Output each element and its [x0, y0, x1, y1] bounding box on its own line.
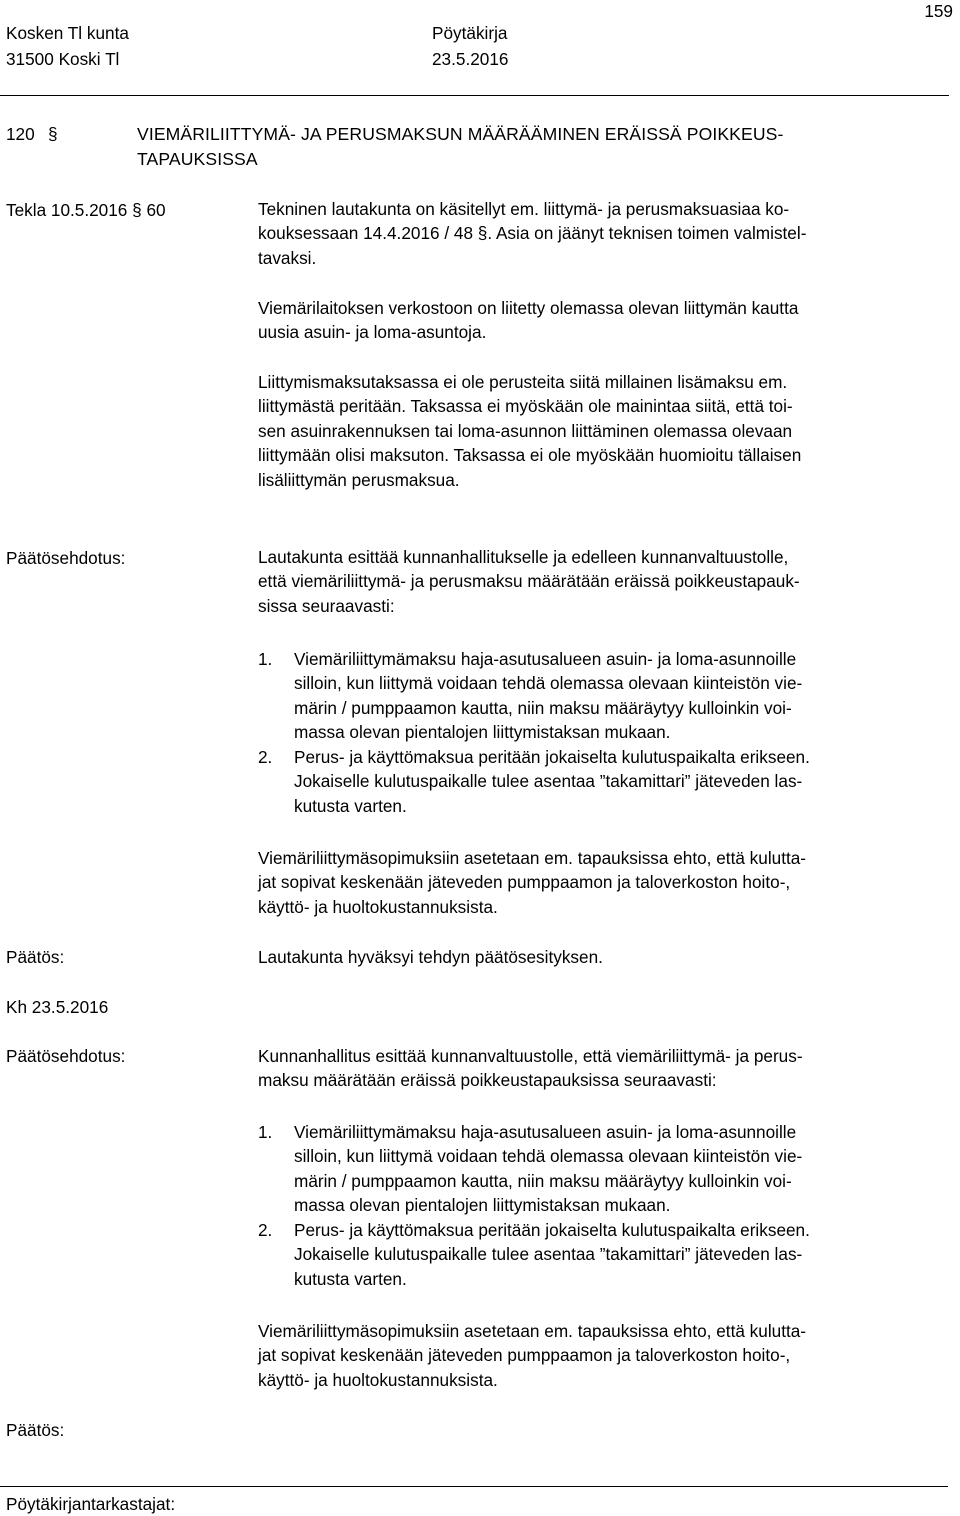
tekla-reference — [6, 200, 166, 221]
tekla-proposal-item-2 — [258, 745, 955, 820]
kh-proposal-label: Päätösehdotus: — [6, 1046, 126, 1066]
tekla-contract-paragraph — [258, 846, 955, 919]
document-type: Pöytäkirja — [432, 23, 508, 43]
text-line: käyttö- ja huoltokustannuksista. — [258, 1369, 498, 1390]
text-line: Liittymismaksutaksassa ei ole perusteita siitä millainen lisämaksu em. — [258, 372, 788, 392]
text-line: sissa seuraavasti: — [258, 595, 395, 616]
text-line: massa olevan pientalojen liittymistaksan mukaan. — [294, 1195, 671, 1216]
header-divider — [0, 95, 949, 96]
text-line: Jokaiselle kulutuspaikalle tulee asentaa ”takamittari” jäteveden las- — [294, 771, 803, 792]
tekla-reference-symbol: § — [132, 200, 142, 220]
text-line: kouksessaan 14.4.2016 / 48 §. Asia on jäänyt teknisen toimen valmistel- — [258, 223, 807, 244]
text-line: jat sopivat keskenään jäteveden pumppaamon ja taloverkoston hoito-, — [258, 872, 791, 893]
kh-reference: Kh 23.5.2016 — [6, 997, 109, 1017]
text-line: kutusta varten. — [294, 795, 407, 816]
list-item-text — [294, 1120, 955, 1218]
list-item-text — [294, 1218, 955, 1291]
list-item-text — [294, 647, 955, 745]
text-line: liittymään olisi maksuton. Taksassa ei ole myöskään huomioitu tällaisen — [258, 445, 802, 466]
text-line: Viemärilaitoksen verkostoon on liitetty olemassa olevan liittymän kautta — [258, 298, 799, 318]
tekla-decision-text: Lautakunta hyväksyi tehdyn päätösesityksen. — [258, 947, 603, 967]
kh-proposal-item-1 — [258, 1120, 955, 1220]
tekla-proposal-item-1 — [258, 647, 955, 747]
list-item-number: 1. — [258, 1122, 273, 1142]
text-line: että viemäriliittymä- ja perusmaksu määrätään eräissä poikkeustapauk- — [258, 571, 800, 592]
tekla-decision-label: Päätös: — [6, 947, 65, 967]
tekla-reference-date: Tekla 10.5.2016 — [6, 200, 128, 220]
list-item-number: 1. — [258, 649, 273, 669]
section-number: 120 — [6, 124, 35, 144]
list-item-number: 2. — [258, 747, 273, 767]
text-line: Viemäriliittymämaksu haja-asutusalueen asuin- ja loma-asunnoille — [294, 1122, 797, 1142]
text-line: Perus- ja käyttömaksua peritään jokaiselta kulutuspaikalta erikseen. — [294, 747, 810, 767]
text-line: maksu määrätään eräissä poikkeustapauksissa seuraavasti: — [258, 1070, 717, 1091]
text-line: tavaksi. — [258, 247, 317, 268]
text-line: märin / pumppaamon kautta, niin maksu määräytyy kulloinkin voi- — [294, 1170, 792, 1191]
text-line: uusia asuin- ja loma-asuntoja. — [258, 322, 487, 343]
text-line: Tekninen lautakunta on käsitellyt em. liittymä- ja perusmaksuasiaa ko- — [258, 199, 790, 219]
text-line: sen asuinrakennuksen tai loma-asunnon liittäminen olemassa olevaan — [258, 420, 793, 441]
text-line: silloin, kun liittymä voidaan tehdä olemassa olevaan kiinteistön vie- — [294, 673, 803, 694]
text-line: Lautakunta esittää kunnanhallitukselle ja edelleen kunnanvaltuustolle, — [258, 547, 789, 567]
document-date: 23.5.2016 — [432, 49, 509, 69]
text-line: kutusta varten. — [294, 1268, 407, 1289]
list-item-number: 2. — [258, 1220, 273, 1240]
text-line: lisäliittymän perusmaksua. — [258, 469, 460, 490]
section-title-line-2: TAPAUKSISSA — [137, 149, 258, 169]
text-line: silloin, kun liittymä voidaan tehdä olemassa olevaan kiinteistön vie- — [294, 1146, 803, 1167]
page-number: 159 — [924, 1, 953, 21]
kh-proposal-item-2 — [258, 1218, 955, 1293]
reviewers-label: Pöytäkirjantarkastajat: — [6, 1494, 176, 1514]
section-title-line-1: VIEMÄRILIITTYMÄ- JA PERUSMAKSUN MÄÄRÄÄMINEN ERÄISSÄ POIKKEUS- — [137, 124, 784, 144]
footer-divider — [0, 1486, 948, 1487]
tekla-paragraph-tariff — [258, 370, 955, 492]
text-line: Jokaiselle kulutuspaikalle tulee asentaa ”takamittari” jäteveden las- — [294, 1244, 803, 1265]
tekla-reference-number: 60 — [146, 200, 166, 220]
text-line: Perus- ja käyttömaksua peritään jokaiselta kulutuspaikalta erikseen. — [294, 1220, 810, 1240]
tekla-proposal-label: Päätösehdotus: — [6, 548, 126, 568]
text-line: jat sopivat keskenään jäteveden pumppaamon ja taloverkoston hoito-, — [258, 1345, 791, 1366]
text-line: liittymästä peritään. Taksassa ei myöskään ole mainintaa siitä, että toi- — [258, 396, 793, 417]
municipality-name: Kosken Tl kunta — [6, 23, 129, 43]
text-line: Viemäriliittymäsopimuksiin asetetaan em. tapauksissa ehto, että kulutta- — [258, 848, 807, 868]
section-symbol: § — [48, 124, 58, 144]
text-line: Viemäriliittymäsopimuksiin asetetaan em. tapauksissa ehto, että kulutta- — [258, 1321, 807, 1341]
text-line: märin / pumppaamon kautta, niin maksu määräytyy kulloinkin voi- — [294, 697, 792, 718]
text-line: Kunnanhallitus esittää kunnanvaltuustolle, että viemäriliittymä- ja perus- — [258, 1046, 803, 1066]
text-line: käyttö- ja huoltokustannuksista. — [258, 896, 498, 917]
kh-contract-paragraph — [258, 1319, 955, 1392]
kh-decision-label: Päätös: — [6, 1420, 65, 1440]
tekla-paragraph-background — [258, 197, 955, 270]
text-line: Viemäriliittymämaksu haja-asutusalueen asuin- ja loma-asunnoille — [294, 649, 797, 669]
municipality-address: 31500 Koski Tl — [6, 49, 120, 69]
list-item-text — [294, 745, 955, 818]
text-line: massa olevan pientalojen liittymistaksan mukaan. — [294, 722, 671, 743]
tekla-proposal-intro — [258, 545, 955, 618]
tekla-paragraph-connections — [258, 296, 955, 345]
kh-proposal-intro — [258, 1044, 955, 1093]
